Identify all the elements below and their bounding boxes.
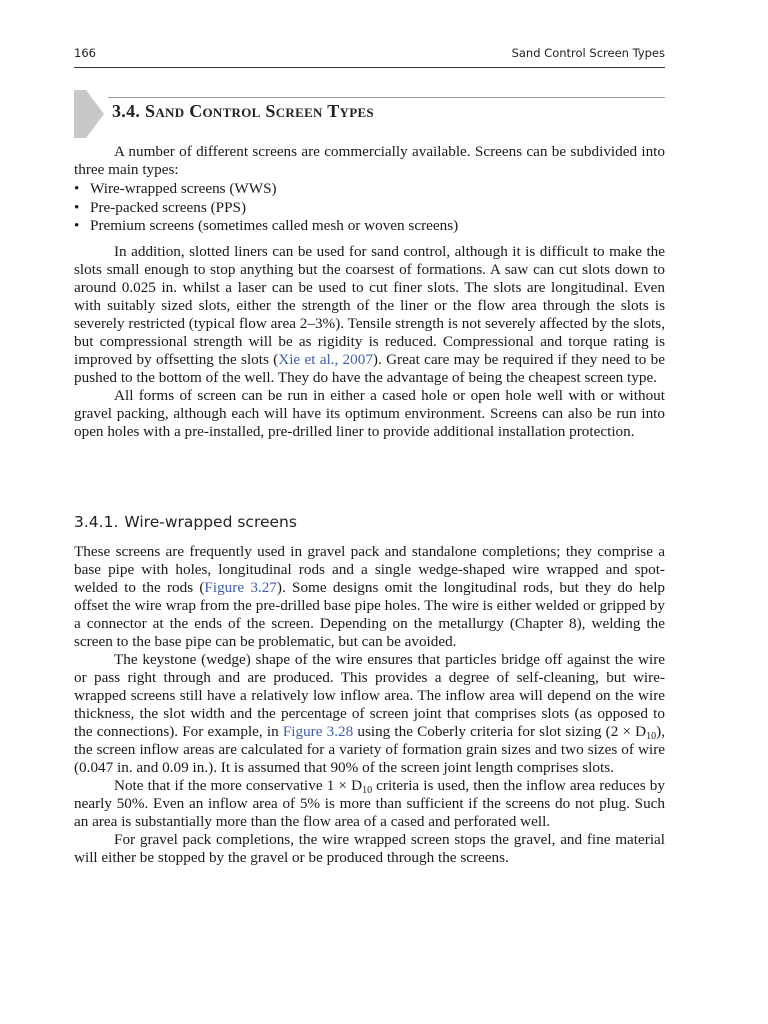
criteria-note-paragraph: Note that if the more conservative $1 \times D_{10}$ criteria is used, then the inflow area reduces by nearly 50%. Even an inflow area of 5% is more than sufficient if the screens do not plug. Such an area is substantially more than the flow area of a cased and perforated well.	[74, 777, 665, 830]
list-item: • Pre-packed screens (PPS)	[74, 198, 247, 216]
wws-paragraph: These screens are frequently used in gravel pack and standalone completions; they comprise a base pipe with holes, longitudinal rods and a single wedge-shaped wire wrapped and spot-welded to the rods (Figure 3.27). Some designs omit the longitudinal rods, but they do help offset the wire wrap from the pre-drilled base pipe holes. The wire is either welded or gripped by a connector at the ends of the screen. Depending on the metallurgy (Chapter 8), welding the screen to the base pipe can be problematic, but can be avoided.	[74, 543, 666, 650]
screen-type-list	[74, 180, 665, 236]
subsection-heading	[74, 513, 297, 531]
keystone-paragraph: The keystone (wedge) shape of the wire ensures that particles bridge off against the wire or pass right through and are produced. This provides a degree of self-cleaning, but wire-wrapped screens still have a relatively low inflow area. The inflow area will depend on the wire thickness, the slot width and the percentage of screen joint that comprises slots (as opposed to the connections). For example, in Figure 3.28 using the Coberly criteria for slot sizing $(2 \times D_{10})$, the screen inflow areas are calculated for a variety of formation grain sizes and two sizes of wire (0.047 in. and 0.09 in.). It is assumed that 90% of the screen joint length comprises slots.	[74, 651, 665, 776]
header-rule	[74, 67, 665, 68]
intro-paragraph: A number of different screens are commercially available. Screens can be subdivided into three main types:	[74, 143, 665, 178]
subsection-title: Wire-wrapped screens	[124, 513, 297, 531]
section-title: Sand Control Screen Types	[145, 101, 374, 121]
running-head	[74, 44, 665, 64]
section-number: 3.4.	[112, 101, 141, 121]
section-chevron-icon	[74, 90, 104, 138]
bullet-icon: •	[74, 217, 80, 234]
slotted-liner-paragraph: In addition, slotted liners can be used for sand control, although it is difficult to make the slots small enough to stop anything but the coarsest of formations. A saw can cut slots down to around 0.025 in. whilst a laser can be used to cut finer slots. The slots are longitudinal. Even with suitably sized slots, either the strength of the liner or the flow area through the slots is severely restricted (typical flow area 2–3%). Tensile strength is not severely affected by the slots, but compressional strength will be as rigidity is reduced. Compressional and torque rating is improved by offsetting the slots (Xie et al., 2007). Great care may be required if they need to be pushed to the bottom of the well. They do have the advantage of being the cheapest screen type.	[74, 242, 665, 386]
running-title: Sand Control Screen Types	[511, 46, 665, 60]
page-number: 166	[74, 46, 96, 60]
bullet-icon: •	[74, 198, 80, 216]
intro-block	[74, 143, 665, 441]
screen-forms-paragraph: All forms of screen can be run in either a cased hole or open hole well with or without gravel packing, although each will have its optimum environment. Screens can also be run into open holes with a pre-installed, pre-drilled liner to provide additional installation protection.	[74, 386, 665, 440]
section-heading	[112, 101, 374, 122]
subsection-number: 3.4.1.	[74, 513, 119, 531]
figure-link[interactable]: Figure 3.27	[204, 579, 277, 596]
list-item: • Premium screens (sometimes called mesh or woven screens)	[74, 217, 459, 234]
bullet-icon: •	[74, 180, 80, 197]
gravel-pack-paragraph: For gravel pack completions, the wire wrapped screen stops the gravel, and fine material will either be stopped by the gravel or be produced through the screens.	[74, 831, 665, 866]
wws-block	[74, 543, 665, 867]
figure-link[interactable]: Figure 3.28	[282, 723, 354, 740]
list-item: • Wire-wrapped screens (WWS)	[74, 180, 277, 197]
section-rule	[108, 97, 665, 98]
citation-link[interactable]: Xie et al., 2007	[278, 350, 373, 368]
